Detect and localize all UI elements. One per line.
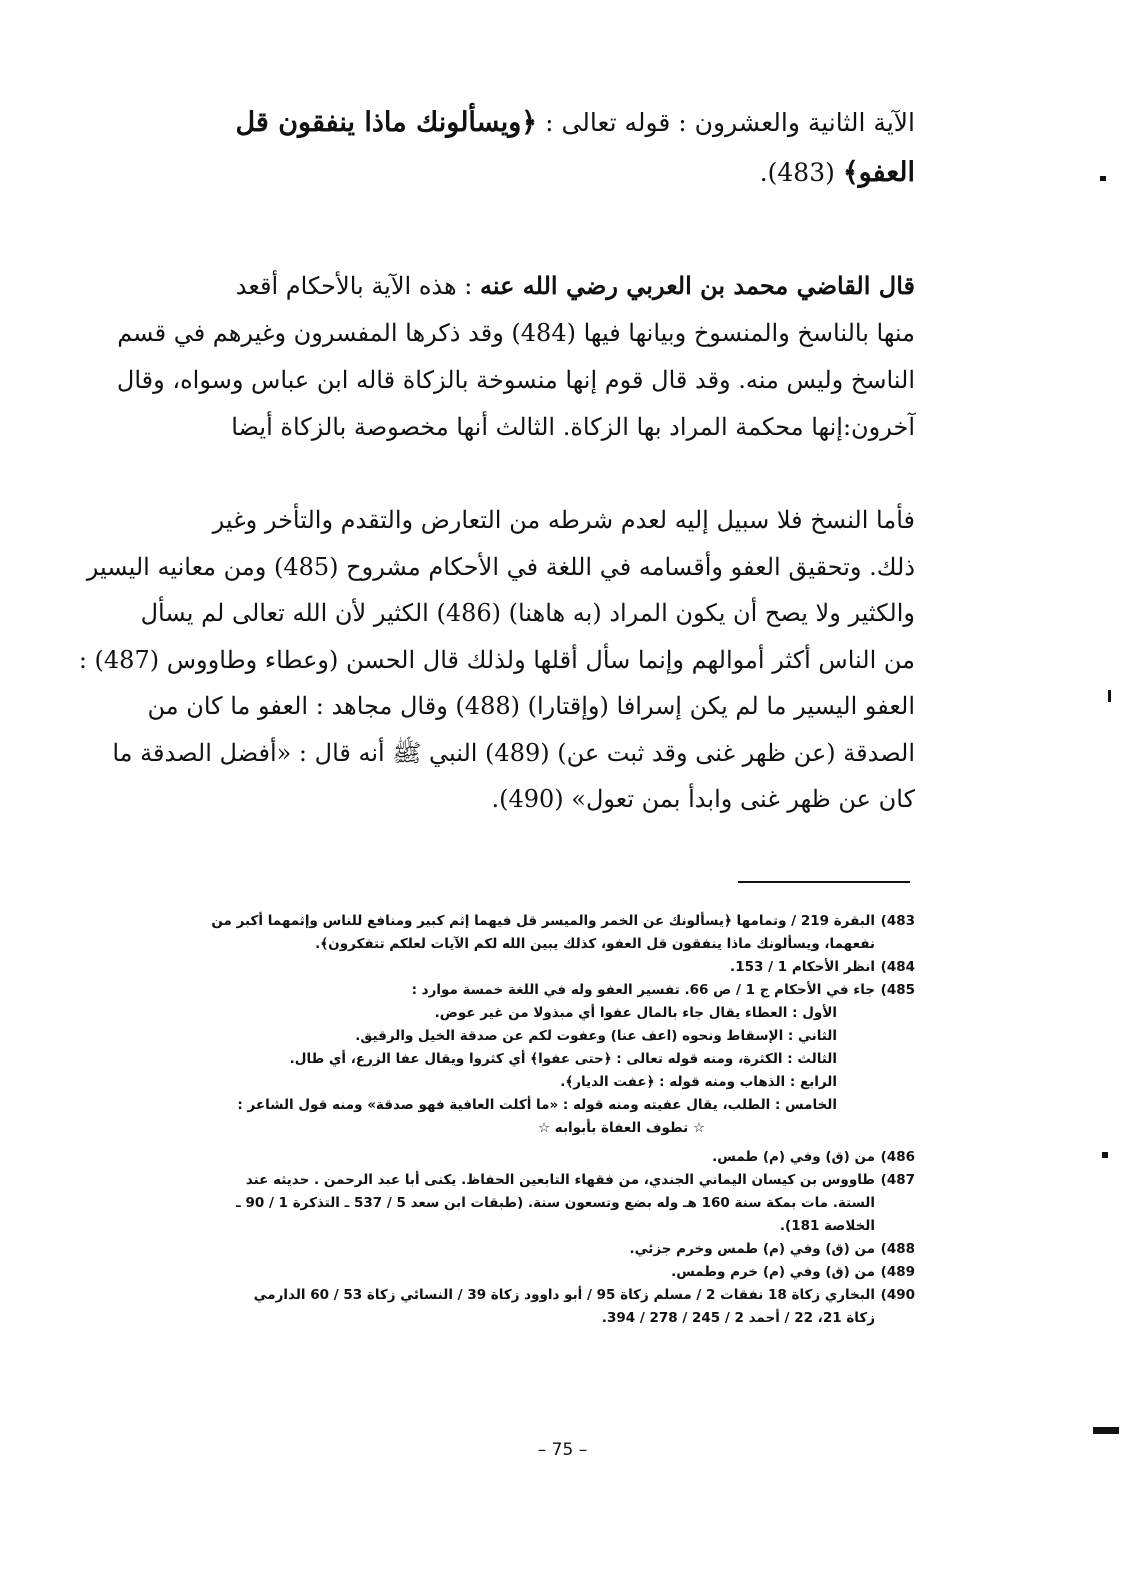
footnote-line: من (ق) وفي (م) خرم وطمس.: [671, 1264, 875, 1280]
footnote-sub-item: الرابع : الذهاب ومنه قوله : ﴿عفت الديار﴾.: [560, 1074, 837, 1090]
verse-quote-end: العفو﴾: [842, 157, 915, 188]
footnote-number: 484): [880, 959, 915, 975]
footnote-486: [175, 1146, 915, 1169]
footnote-487: [175, 1169, 915, 1238]
footnote-number: 488): [880, 1241, 915, 1257]
p1-line-1: [175, 262, 915, 310]
speaker-name: قال القاضي محمد بن العربي رضي الله عنه: [480, 271, 915, 300]
paragraph-naskh: [78, 497, 915, 823]
footnote-text: [175, 1238, 875, 1261]
p1-line-3: الناسخ وليس منه. وقد قال قوم إنها منسوخة بالزكاة قاله ابن عباس وسواه، وقال: [116, 366, 915, 394]
scan-mark: [1100, 176, 1106, 181]
footnote-490: [175, 1284, 915, 1330]
p2-line: فأما النسخ فلا سبيل إليه لعدم شرطه من التعارض والتقدم والتأخر وغير: [212, 506, 915, 534]
heading-intro: الآية الثانية والعشرون : قوله تعالى :: [537, 108, 915, 137]
footnote-sub-item: الثاني : الإسقاط ونحوه (اعف عنا) وعفوت لكم عن صدقة الخيل والرقيق.: [355, 1028, 837, 1044]
footnote-number: 487): [880, 1172, 915, 1188]
footnote-text: [175, 910, 875, 956]
p2-line: والكثير ولا يصح أن يكون المراد (به هاهنا) (486) الكثير لأن الله تعالى لم يسأل: [140, 599, 915, 627]
footnote-485: [175, 979, 915, 1140]
footnote-divider: [738, 881, 910, 883]
p2-line: الصدقة (عن ظهر غنى وقد ثبت عن) (489) النبي ﷺ أنه قال : «أفضل الصدقة ما: [112, 738, 915, 767]
footnote-number: 486): [880, 1149, 915, 1165]
footnote-line: انظر الأحكام 1 / 153.: [730, 959, 875, 975]
scan-mark: [1108, 690, 1111, 702]
footnote-line: من (ق) وفي (م) طمس.: [712, 1149, 875, 1165]
footnote-ref: (483).: [759, 158, 843, 187]
footnote-text: [175, 1146, 875, 1169]
footnote-line: البخاري زكاة 18 نفقات 2 / مسلم زكاة 95 / أبو داوود زكاة 39 / النسائي زكاة 53 / 60 الدارمي: [253, 1287, 875, 1303]
footnote-number: 485): [880, 982, 915, 998]
footnote-488: [175, 1238, 915, 1261]
p2-line: كان عن ظهر غنى وابدأ بمن تعول» (490).: [491, 785, 915, 813]
footnote-line: طاووس بن كيسان اليماني الجندي، من فقهاء التابعين الحفاظ. يكنى أبا عبد الرحمن . حديثه عند: [245, 1172, 875, 1188]
footnote-number: 483): [880, 913, 915, 929]
footnote-489: [175, 1261, 915, 1284]
scan-mark: [1093, 1427, 1119, 1434]
p2-line: ذلك. وتحقيق العفو وأقسامه في اللغة في الأحكام مشروح (485) ومن معانيه اليسير: [86, 552, 915, 581]
poem-line: ☆ تطوف العفاة بأبوابه ☆: [538, 1120, 705, 1136]
footnote-text: [175, 956, 875, 979]
footnote-line: الستة. مات بمكة سنة 160 هـ وله بضع وتسعون سنة. (طبقات ابن سعد 5 / 537 ـ التذكرة 1 / 90 ـ: [236, 1195, 875, 1211]
footnote-number: 490): [880, 1287, 915, 1303]
footnote-sub-item: الأول : العطاء يقال جاء بالمال عفوا أي مبذولا من غير عوض.: [434, 1005, 837, 1021]
footnote-484: [175, 956, 915, 979]
p1-line-4: آخرون:إنها محكمة المراد بها الزكاة. الثالث أنها مخصوصة بالزكاة أيضا: [231, 413, 915, 441]
footnote-text: [175, 1169, 875, 1238]
footnote-sub-item: الخامس : الطلب، يقال عفيته ومنه قوله : «ما أكلت العافية فهو صدقة» ومنه قول الشاعر :: [237, 1097, 837, 1113]
page-number: – 75 –: [537, 1440, 588, 1460]
footnote-text: [175, 1261, 875, 1284]
p1-line-1-text: : هذه الآية بالأحكام أقعد: [235, 272, 481, 300]
heading-line-2: [175, 148, 915, 198]
p2-line: من الناس أكثر أموالهم وإنما سأل أقلها ولذلك قال الحسن (وعطاء وطاووس (487) :: [78, 645, 915, 674]
footnote-text: [175, 1284, 875, 1330]
verse-quote: ﴿ويسألونك ماذا ينفقون قل: [235, 107, 538, 138]
verse-heading: [175, 98, 915, 198]
paragraph-qadi: [116, 262, 915, 451]
footnote-line: جاء في الأحكام ج 1 / ص 66. تفسير العفو وله في اللغة خمسة موارد :: [411, 982, 875, 998]
footnote-line: الخلاصة 181).: [779, 1218, 875, 1234]
footnotes: [175, 910, 915, 1330]
footnote-line: البقرة 219 / وتمامها ﴿يسألونك عن الخمر والميسر قل فيهما إثم كبير ومنافع للناس وإثمهما أكبر من: [211, 913, 875, 929]
scan-mark: [1102, 1152, 1108, 1158]
heading-line-1: [175, 98, 915, 148]
p1-line-2: منها بالناسخ والمنسوخ وبيانها فيها (484) وقد ذكرها المفسرون وغيرهم في قسم: [117, 319, 915, 347]
footnote-483: [175, 910, 915, 956]
footnote-line: نفعهما، ويسألونك ماذا ينفقون قل العفو، كذلك يبين الله لكم الآيات لعلكم تتفكرون﴾.: [315, 936, 875, 952]
footnote-sub-item: الثالث : الكثرة، ومنه قوله تعالى : ﴿حتى عفوا﴾ أي كثروا ويقال عفا الزرع، أي طال.: [289, 1051, 837, 1067]
footnote-number: 489): [880, 1264, 915, 1280]
footnote-line: من (ق) وفي (م) طمس وخرم جزئي.: [629, 1241, 875, 1257]
p2-line: العفو اليسير ما لم يكن إسرافا (وإقتارا) (488) وقال مجاهد : العفو ما كان من: [147, 692, 915, 720]
footnote-line: زكاة 21، 22 / أحمد 2 / 245 / 278 / 394.: [601, 1310, 875, 1326]
footnote-text: [175, 979, 875, 1140]
